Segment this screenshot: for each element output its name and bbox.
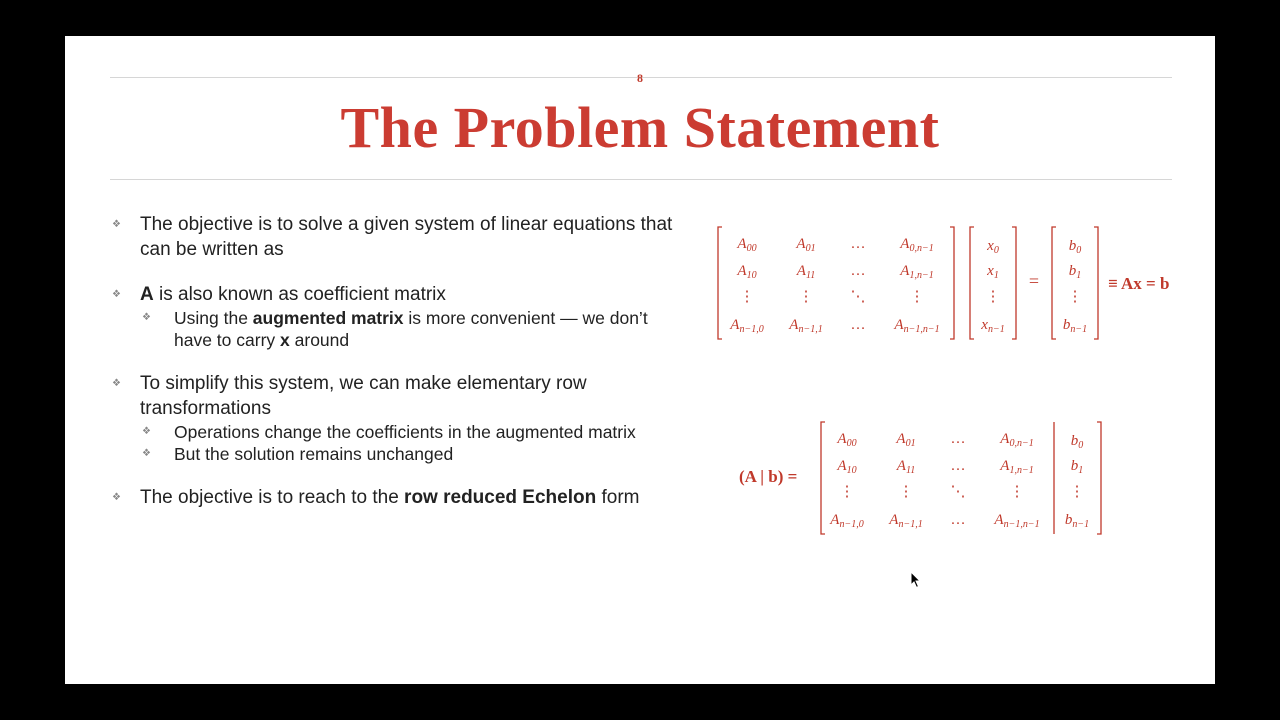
- svg-text:An−1,n−1: $A_{n-1,n-1}$: [894, 317, 940, 335]
- svg-text:x0: $x_0$: [987, 238, 999, 256]
- svg-text:⋮: ⋮: [739, 289, 755, 305]
- mouse-pointer-icon: [910, 571, 922, 589]
- svg-text:A00: $A_{00}$: [837, 431, 857, 449]
- svg-text:xn−1: $x_{n-1}$: [981, 317, 1005, 335]
- svg-text:bn−1: $b_{n-1}$: [1064, 512, 1090, 530]
- svg-text:⋮: ⋮: [909, 289, 925, 305]
- svg-text:An−1,1: $A_{n-1,1}$: [789, 317, 823, 335]
- svg-text:An−1,0: $A_{n-1,0}$: [730, 317, 764, 335]
- bullet-diamond-icon: ❖: [112, 289, 121, 300]
- bullet-2: ❖ A is also known as coefficient matrix: [112, 284, 446, 305]
- svg-text:…: …: [950, 458, 966, 474]
- svg-text:⋮: ⋮: [798, 289, 814, 305]
- svg-text:b1: $b_1$: [1070, 458, 1084, 476]
- svg-text:≡ Ax = b: ≡ Ax = b: [1108, 274, 1170, 293]
- bullet-diamond-icon: ❖: [112, 378, 121, 389]
- svg-text:(A | b) =: (A | b) =: [739, 467, 798, 486]
- page-number: 8: [637, 71, 643, 85]
- bullet-diamond-icon: ❖: [112, 492, 121, 503]
- svg-text:x1: $x_1$: [987, 263, 999, 281]
- svg-text:A10: $A_{10}$: [837, 458, 857, 476]
- svg-text:A01: $A_{01}$: [796, 236, 816, 254]
- matrix-equation-1: [710, 221, 1210, 346]
- title-rule: [110, 179, 1172, 180]
- svg-text:An−1,1: $A_{n-1,1}$: [889, 512, 923, 530]
- bullet-1: ❖ The objective is to solve a given system of linear equations that can be written as: [112, 214, 673, 260]
- svg-text:An−1,n−1: $A_{n-1,n-1}$: [994, 512, 1040, 530]
- svg-text:b0: $b_0$: [1070, 433, 1084, 451]
- svg-text:⋮: ⋮: [1009, 484, 1025, 500]
- svg-text:⋱: ⋱: [850, 289, 866, 305]
- svg-text:…: …: [850, 317, 866, 333]
- svg-text:A0,n−1: $A_{0,n-1}$: [1000, 431, 1034, 449]
- augmented-matrix-equation: [735, 416, 1135, 541]
- svg-text:A0,n−1: $A_{0,n-1}$: [900, 236, 934, 254]
- slide: [65, 36, 1215, 684]
- bullet-diamond-icon: ❖: [142, 426, 151, 437]
- svg-text:⋱: ⋱: [950, 484, 966, 500]
- svg-text:A11: $A_{11}$: [796, 263, 816, 281]
- svg-text:⋮: ⋮: [1067, 289, 1083, 305]
- svg-text:b0: $b_0$: [1068, 238, 1082, 256]
- bullet-2-group: [110, 282, 690, 351]
- bullet-diamond-icon: ❖: [112, 219, 121, 230]
- bullet-diamond-icon: ❖: [142, 448, 151, 459]
- svg-text:…: …: [850, 236, 866, 252]
- svg-text:⋮: ⋮: [1069, 484, 1085, 500]
- sub-bullet-3-2: ❖ But the solution remains unchanged: [142, 444, 454, 464]
- bullet-diamond-icon: ❖: [142, 312, 151, 323]
- bullet-3: ❖ To simplify this system, we can make elementary row transformations: [112, 373, 587, 419]
- svg-text:A01: $A_{01}$: [896, 431, 916, 449]
- svg-text:…: …: [950, 431, 966, 447]
- svg-text:A1,n−1: $A_{1,n-1}$: [1000, 458, 1034, 476]
- sub-bullet-3-1: ❖ Operations change the coefficients in the augmented matrix: [142, 422, 636, 442]
- svg-text:…: …: [850, 263, 866, 279]
- svg-text:b1: $b_1$: [1068, 263, 1082, 281]
- svg-text:bn−1: $b_{n-1}$: [1062, 317, 1088, 335]
- sub-bullet-2-1: ❖ Using the augmented matrix is more convenient — we don’t have to carry x around: [142, 308, 648, 350]
- svg-text:A11: $A_{11}$: [896, 458, 916, 476]
- bullet-3-group: [110, 371, 690, 465]
- bullet-4: ❖ The objective is to reach to the row reduced Echelon form: [112, 487, 640, 508]
- svg-text:⋮: ⋮: [898, 484, 914, 500]
- svg-text:A1,n−1: $A_{1,n-1}$: [900, 263, 934, 281]
- svg-text:⋮: ⋮: [839, 484, 855, 500]
- svg-text:An−1,0: $A_{n-1,0}$: [830, 512, 864, 530]
- svg-text:A00: $A_{00}$: [737, 236, 757, 254]
- svg-text:⋮: ⋮: [985, 289, 1001, 305]
- svg-text:=: =: [1028, 271, 1040, 291]
- slide-title: The Problem Statement: [340, 95, 940, 160]
- bullet-list: [110, 212, 690, 530]
- svg-text:…: …: [950, 512, 966, 528]
- svg-text:A10: $A_{10}$: [737, 263, 757, 281]
